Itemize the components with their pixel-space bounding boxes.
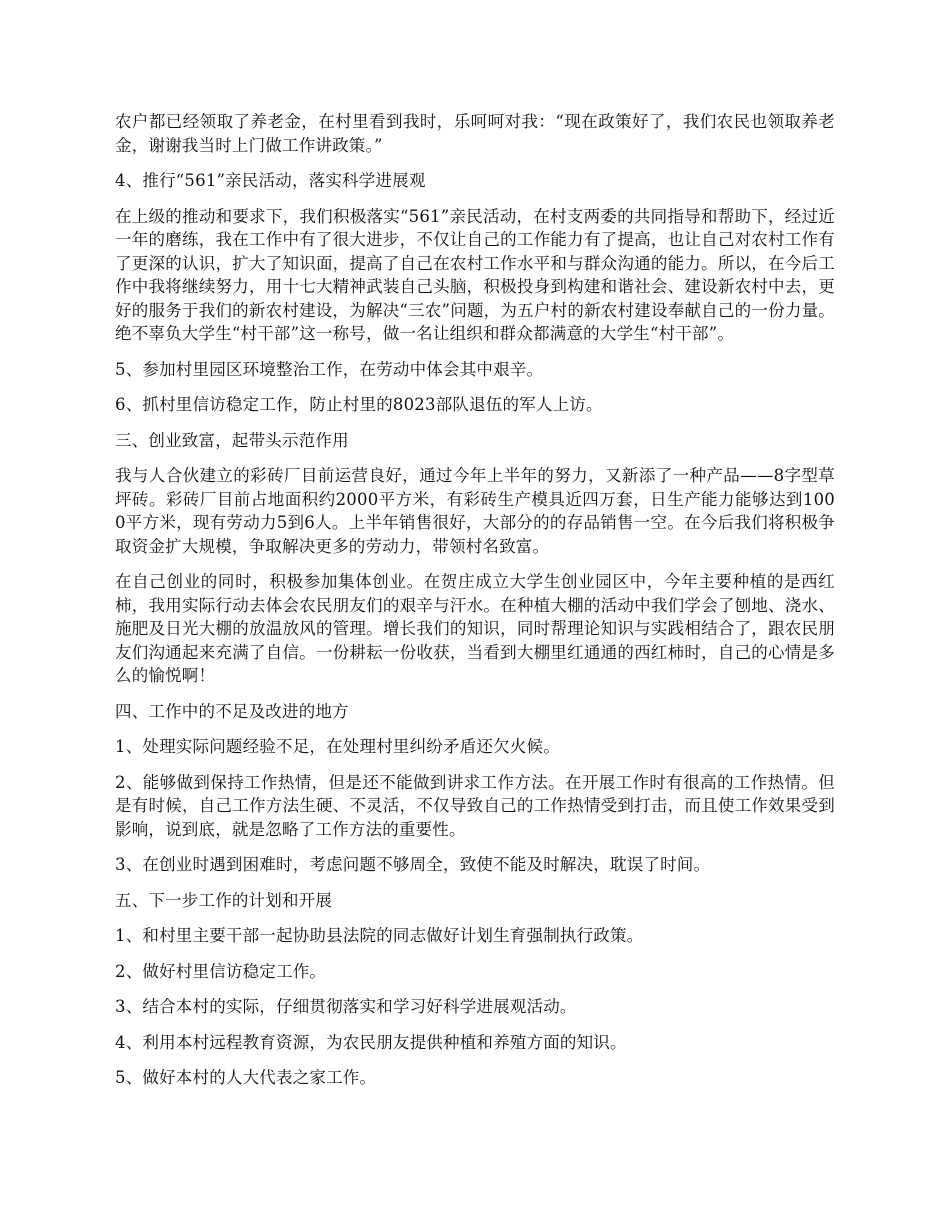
- paragraph-561-activity: 在上级的推动和要求下，我们积极落实“561”亲民活动，在村支两委的共同指导和帮助下，经过近一年的磨练，我在工作中有了很大进步，不仅让自己的工作能力有了提高，也让自己对农村工作有了更深的认识，扩大了知识面，提高了自己在农村工作水平和与群众沟通的能力。所以，在今后工作中我将继续努力，用十七大精神武装自己头脑，积极投身到构建和谐社会、建设新农村中去，更好的服务于我们的新农村建设，为解决“三农”问题，为五户村的新农村建设奉献自己的一份力量。绝不辜负大学生“村干部”这一称号，做一名让组织和群众都满意的大学生“村干部”。: [115, 206, 835, 343]
- item-petition-stability: 6、抓村里信访稳定工作，防止村里的8023部队退伍的军人上访。: [115, 395, 603, 414]
- section-three-heading: 三、创业致富，起带头示范作用: [115, 430, 349, 450]
- shortcoming-item-3: 3、在创业时遇到困难时，考虑问题不够周全，致使不能及时解决，耽误了时间。: [115, 855, 711, 874]
- paragraph-collective-venture: 在自己创业的同时，积极参加集体创业。在贺庄成立大学生创业园区中，今年主要种植的是西红柿，我用实际行动去体会农民朋友们的艰辛与汗水。在种植大棚的活动中我们学会了刨地、浇水、施肥及日光大棚的放温放风的管理。增长我们的知识，同时帮理论知识与实践相结合了，跟农民朋友们沟通起来充满了自信。一份耕耘一份收获，当看到大棚里红通通的西红柿时，自己的心情是多么的愉悦啊！: [115, 572, 835, 685]
- item-environment-work: 5、参加村里园区环境整治工作，在劳动中体会其中艰辛。: [115, 359, 544, 379]
- plan-item-2: 2、做好村里信访稳定工作。: [115, 961, 327, 981]
- plan-item-1: 1、和村里主要干部一起协助县法院的同志做好计划生育强制执行政策。: [115, 926, 644, 945]
- paragraph-brick-factory: 我与人合伙建立的彩砖厂目前运营良好，通过今年上半年的努力，又新添了一种产品——8字型草坪砖。彩砖厂目前占地面积约2000平方米，有彩砖生产模具近四万套，日生产能力能够达到1000平方米，现有劳动力5到6人。上半年销售很好，大部分的的存品销售一空。在今后我们将积极争取资金扩大规模，争取解决更多的劳动力，带领村名致富。: [115, 466, 835, 556]
- plan-item-3: 3、结合本村的实际，仔细贯彻落实和学习好科学进展观活动。: [115, 997, 577, 1016]
- item-561-activity-heading: 4、推行“561”亲民活动，落实科学进展观: [115, 171, 426, 190]
- plan-item-4: 4、利用本村远程教育资源，为农民朋友提供种植和养殖方面的知识。: [115, 1032, 627, 1052]
- paragraph-pension-continuation: 农户都已经领取了养老金，在村里看到我时，乐呵呵对我：“现在政策好了，我们农民也领取养老金，谢谢我当时上门做工作讲政策。”: [115, 112, 835, 155]
- shortcoming-item-2: 2、能够做到保持工作热情，但是还不能做到讲求工作方法。在开展工作时有很高的工作热情。但是有时候，自己工作方法生硬、不灵活，不仅导致自己的工作热情受到打击，而且使工作效果受到影响，说到底，就是忽略了工作方法的重要性。: [115, 772, 835, 839]
- shortcoming-item-1: 1、处理实际问题经验不足，在处理村里纠纷矛盾还欠火候。: [115, 737, 560, 756]
- section-five-heading: 五、下一步工作的计划和开展: [115, 890, 333, 910]
- plan-item-5: 5、做好本村的人大代表之家工作。: [115, 1068, 377, 1087]
- section-four-heading: 四、工作中的不足及改进的地方: [115, 701, 349, 721]
